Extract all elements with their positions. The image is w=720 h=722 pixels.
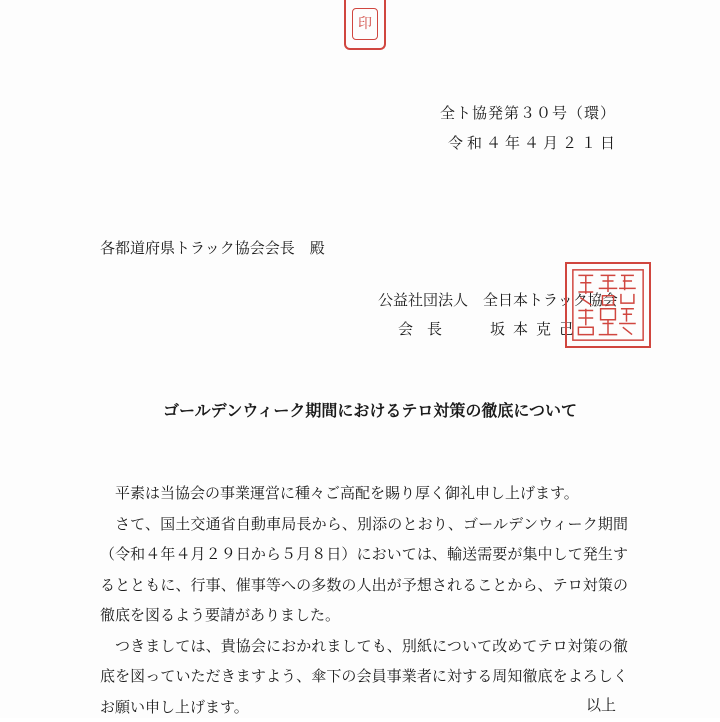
organization-seal [565, 262, 651, 348]
document-subject: ゴールデンウィーク期間におけるテロ対策の徹底について [0, 398, 720, 421]
sender-signature-line [398, 318, 582, 339]
recipient: 各都道府県トラック協会会長 殿 [100, 237, 325, 258]
body-paragraph: さて、国土交通省自動車局長から、別添のとおり、ゴールデンウィーク期間（令和４年４月２９日から５月８日）においては、輸送需要が集中して発生するとともに、行事、催事等への多数の人出が予想されることから、テロ対策の徹底を図るよう要請がありました。 [100, 509, 628, 631]
tally-seal-mark: 印 [352, 8, 378, 40]
document-body [100, 478, 628, 722]
body-paragraph: つきましては、貴協会におかれましても、別紙について改めてテロ対策の徹底を図っていただきますよう、傘下の会員事業者に対する周知徹底をよろしくお願い申し上げます。 [100, 631, 628, 722]
organization-seal-graphic [571, 268, 645, 342]
tally-seal [344, 0, 386, 50]
body-paragraph: 平素は当協会の事業運営に種々ご高配を賜り厚く御礼申し上げます。 [100, 478, 628, 509]
sender-organization: 公益社団法人 全日本トラック協会 [378, 289, 618, 310]
document-number: 全ト協発第３０号（環） [440, 102, 616, 123]
sender-name: 坂本克己 [490, 320, 582, 338]
document-date: 令和４年４月２１日 [448, 132, 619, 153]
closing-remark: 以上 [586, 694, 616, 715]
sender-role: 会長 [398, 320, 456, 338]
